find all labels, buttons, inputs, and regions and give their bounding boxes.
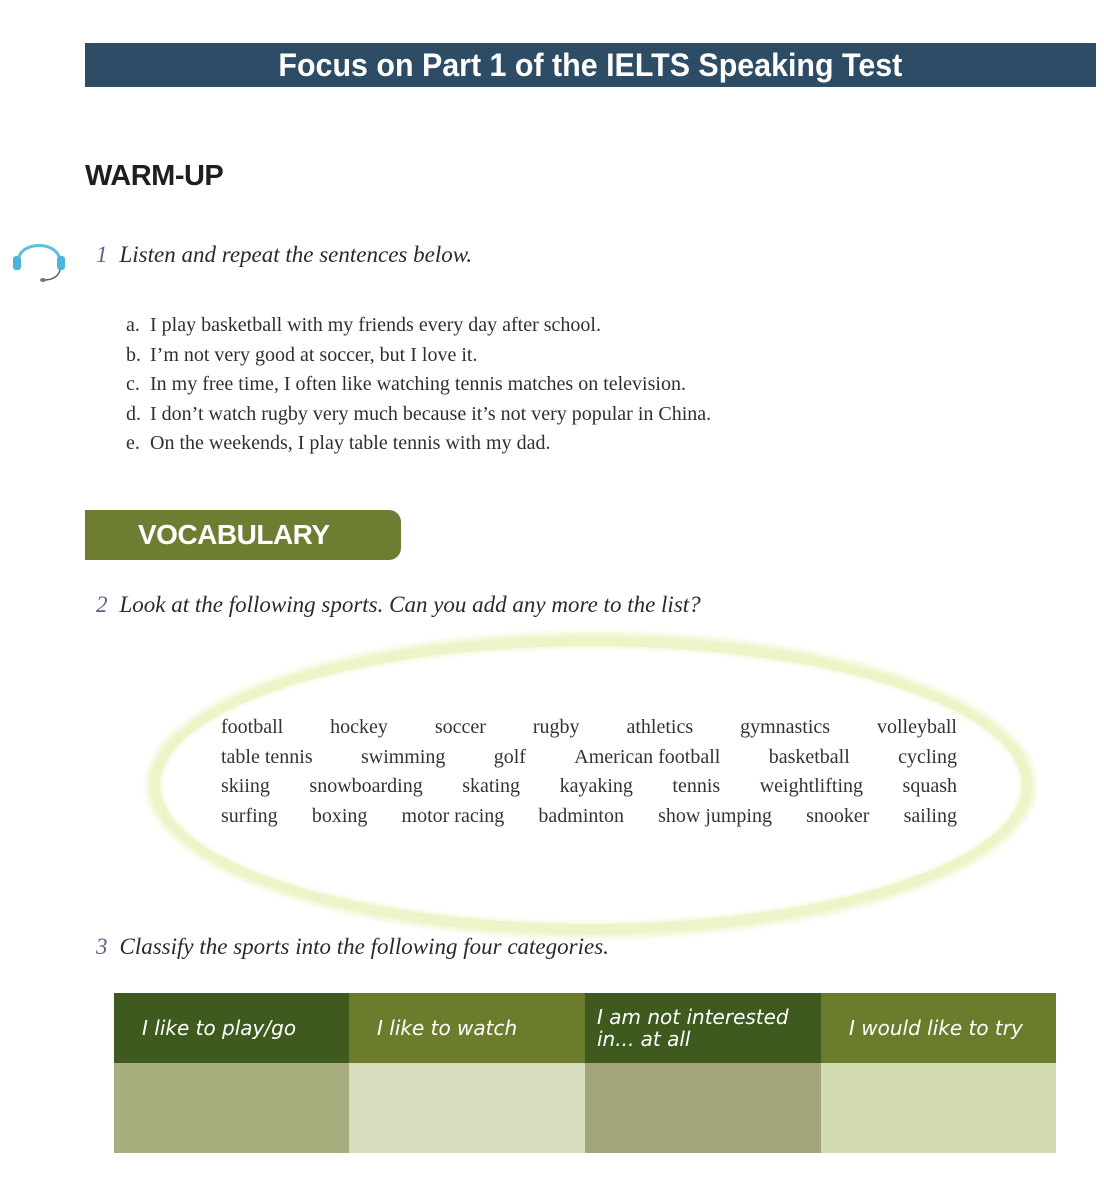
warmup-heading: WARM-UP: [85, 160, 224, 192]
vocabulary-heading: VOCABULARY: [138, 519, 330, 550]
sentence-text: I don’t watch rugby very much because it’s not very popular in China.: [150, 402, 712, 425]
column-header-watch: I like to watch: [349, 993, 585, 1063]
sports-word-list: [221, 713, 957, 831]
sport-word: American football: [574, 745, 721, 768]
sentence-list: [126, 311, 711, 459]
column-header-play: I like to play/go: [114, 993, 349, 1063]
vocabulary-heading-banner: [85, 510, 401, 560]
sentence-text: I’m not very good at soccer, but I love it.: [150, 343, 478, 366]
sport-word: gymnastics: [740, 716, 831, 738]
sport-word: rugby: [532, 716, 580, 738]
answer-cell-not-interested[interactable]: [585, 1063, 821, 1153]
sport-word: athletics: [626, 716, 694, 738]
sport-word: badminton: [538, 804, 624, 827]
sport-word: cycling: [898, 745, 957, 768]
sentence-item: [126, 370, 711, 400]
sport-word: snowboarding: [309, 775, 423, 797]
sentence-label: d.: [126, 402, 141, 425]
sport-word: weightlifting: [759, 775, 864, 797]
sport-word: kayaking: [559, 775, 633, 797]
sport-word: volleyball: [877, 716, 957, 738]
sport-word: swimming: [360, 745, 446, 768]
sport-word: soccer: [434, 716, 486, 738]
sentence-item: [126, 429, 711, 459]
sport-word: boxing: [311, 804, 368, 827]
sentence-label: e.: [126, 432, 140, 454]
exercise-2-text: Look at the following sports. Can you add any more to the list?: [119, 592, 701, 617]
exercise-1-instruction: [96, 242, 472, 268]
sport-word: sailing: [903, 804, 957, 827]
exercise-1-number: 1: [96, 242, 108, 267]
exercise-3-instruction: [96, 934, 609, 960]
sentence-label: b.: [126, 343, 141, 366]
sport-word: tennis: [672, 775, 721, 797]
sports-row: [221, 713, 957, 743]
page-title: Focus on Part 1 of the IELTS Speaking Test: [278, 46, 903, 83]
headphones-icon[interactable]: [10, 232, 68, 284]
answer-cell-play[interactable]: [114, 1063, 349, 1153]
sport-word: surfing: [221, 804, 278, 827]
sport-word: snooker: [806, 804, 870, 827]
exercise-3-text: Classify the sports into the following four categories.: [119, 934, 609, 959]
sport-word: football: [221, 716, 284, 738]
exercise-3-number: 3: [96, 934, 108, 959]
answer-cell-watch[interactable]: [349, 1063, 585, 1153]
sports-row: [221, 802, 957, 832]
exercise-1-text: Listen and repeat the sentences below.: [119, 242, 473, 267]
sport-word: squash: [902, 775, 957, 797]
sport-word: motor racing: [401, 804, 505, 827]
sport-word: basketball: [768, 745, 850, 768]
sport-word: golf: [493, 745, 526, 768]
sports-row: [221, 743, 957, 773]
sentence-item: [126, 400, 711, 430]
sport-word: hockey: [330, 716, 388, 738]
sentence-text: I play basketball with my friends every day after school.: [150, 314, 601, 336]
column-header-would-try: I would like to try: [821, 993, 1056, 1063]
sports-row: [221, 772, 957, 802]
sentence-label: a.: [126, 314, 140, 336]
sport-word: skiing: [221, 775, 270, 797]
sport-word: show jumping: [658, 804, 772, 827]
sentence-text: In my free time, I often like watching tennis matches on television.: [150, 373, 686, 395]
exercise-2-number: 2: [96, 592, 108, 617]
sentence-item: [126, 341, 711, 371]
sentence-label: c.: [126, 373, 140, 395]
sentence-item: [126, 311, 711, 341]
classification-table: [114, 993, 1056, 1153]
column-header-not-interested: I am not interested in... at all: [585, 993, 821, 1063]
sport-word: skating: [462, 775, 521, 797]
answer-cell-would-try[interactable]: [821, 1063, 1056, 1153]
sentence-text: On the weekends, I play table tennis with my dad.: [150, 432, 551, 454]
page-title-bar: [85, 43, 1096, 87]
sport-word: table tennis: [221, 745, 313, 768]
exercise-2-instruction: [96, 592, 701, 618]
